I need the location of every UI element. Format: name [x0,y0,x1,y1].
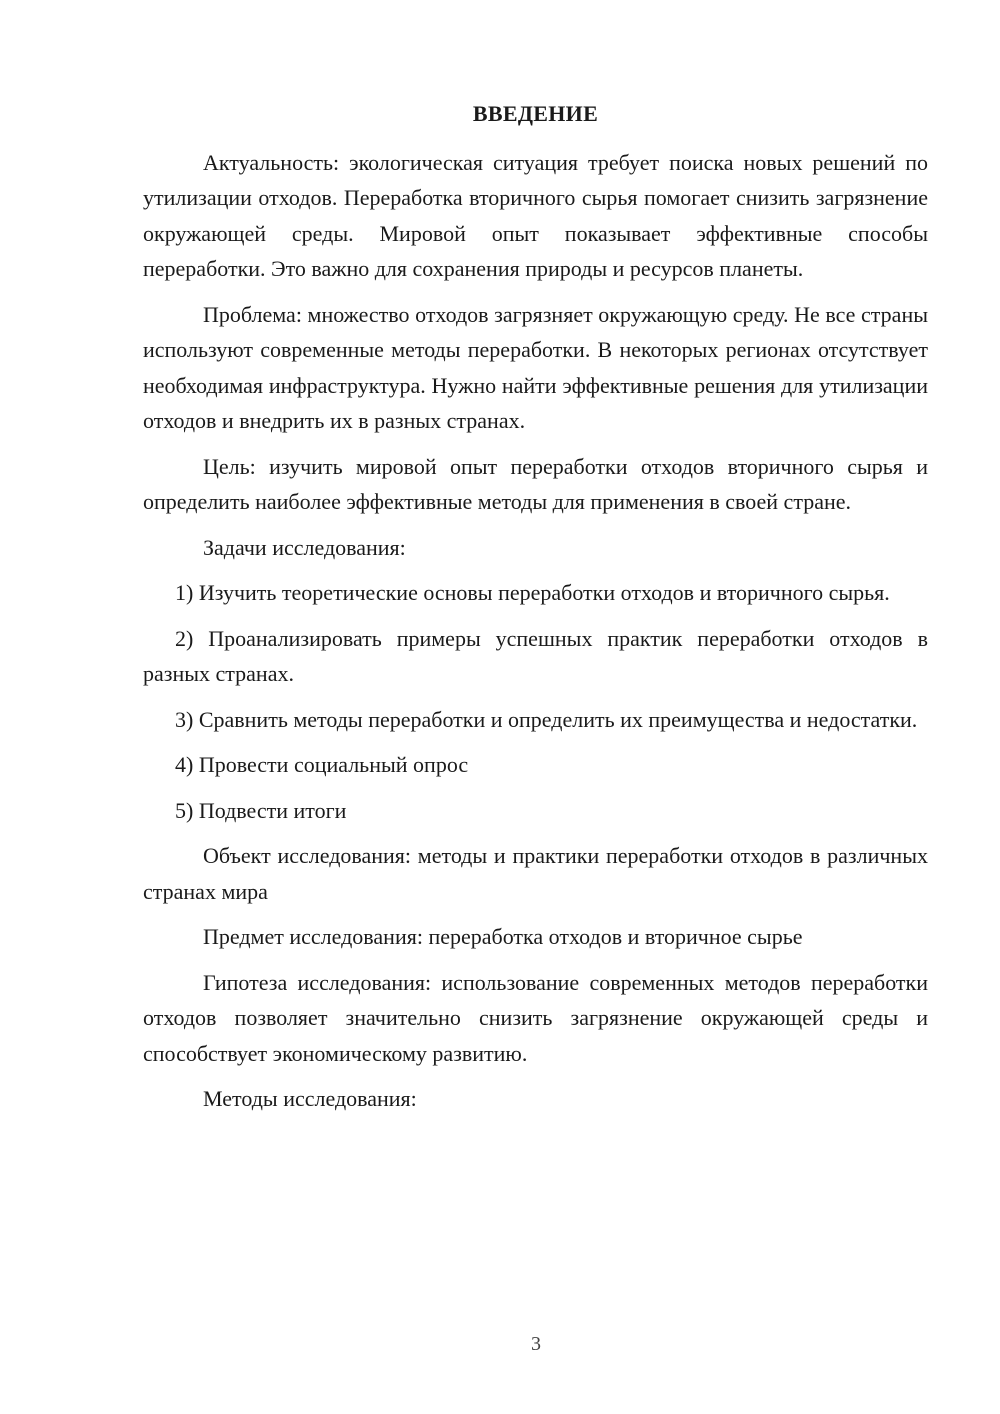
page-number: 3 [531,1333,541,1355]
task-item-2: 2) Проанализировать примеры успешных практик переработки отходов в разных странах. [143,625,928,686]
relevance-paragraph: Актуальность: экологическая ситуация требует поиска новых решений по утилизации отходов. Переработка вторичного сырья помогает снизить загрязнение окружающей среды. Мировой опыт показывает эффективные способы переработки. Это важно для сохранения природы и ресурсов планеты. [143,149,928,281]
tasks-title: Задачи исследования: [203,534,406,560]
page-content [143,96,928,1127]
section-heading: ВВЕДЕНИЕ [472,101,599,126]
goal-paragraph: Цель: изучить мировой опыт переработки отходов вторичного сырья и определить наиболее эффективные методы для применения в своей стране. [143,453,928,514]
task-item-3: 3) Сравнить методы переработки и определить их преимущества и недостатки. [175,706,918,732]
problem-paragraph: Проблема: множество отходов загрязняет окружающую среду. Не все страны используют современные методы переработки. В некоторых регионах отсутствует необходимая инфраструктура. Нужно найти эффективные решения для утилизации отходов и внедрить их в разных странах. [143,301,928,433]
hypothesis-paragraph: Гипотеза исследования: использование современных методов переработки отходов позволяет значительно снизить загрязнение окружающей среды и способствует экономическому развитию. [143,969,928,1066]
object-paragraph: Объект исследования: методы и практики переработки отходов в различных странах мира [143,843,928,904]
subject-paragraph: Предмет исследования: переработка отходов и вторичное сырье [203,924,803,949]
task-item-5: 5) Подвести итоги [175,797,347,823]
methods-title: Методы исследования: [203,1086,417,1111]
task-item-4: 4) Провести социальный опрос [175,752,469,777]
task-item-1: 1) Изучить теоретические основы переработки отходов и вторичного сырья. [175,580,890,605]
